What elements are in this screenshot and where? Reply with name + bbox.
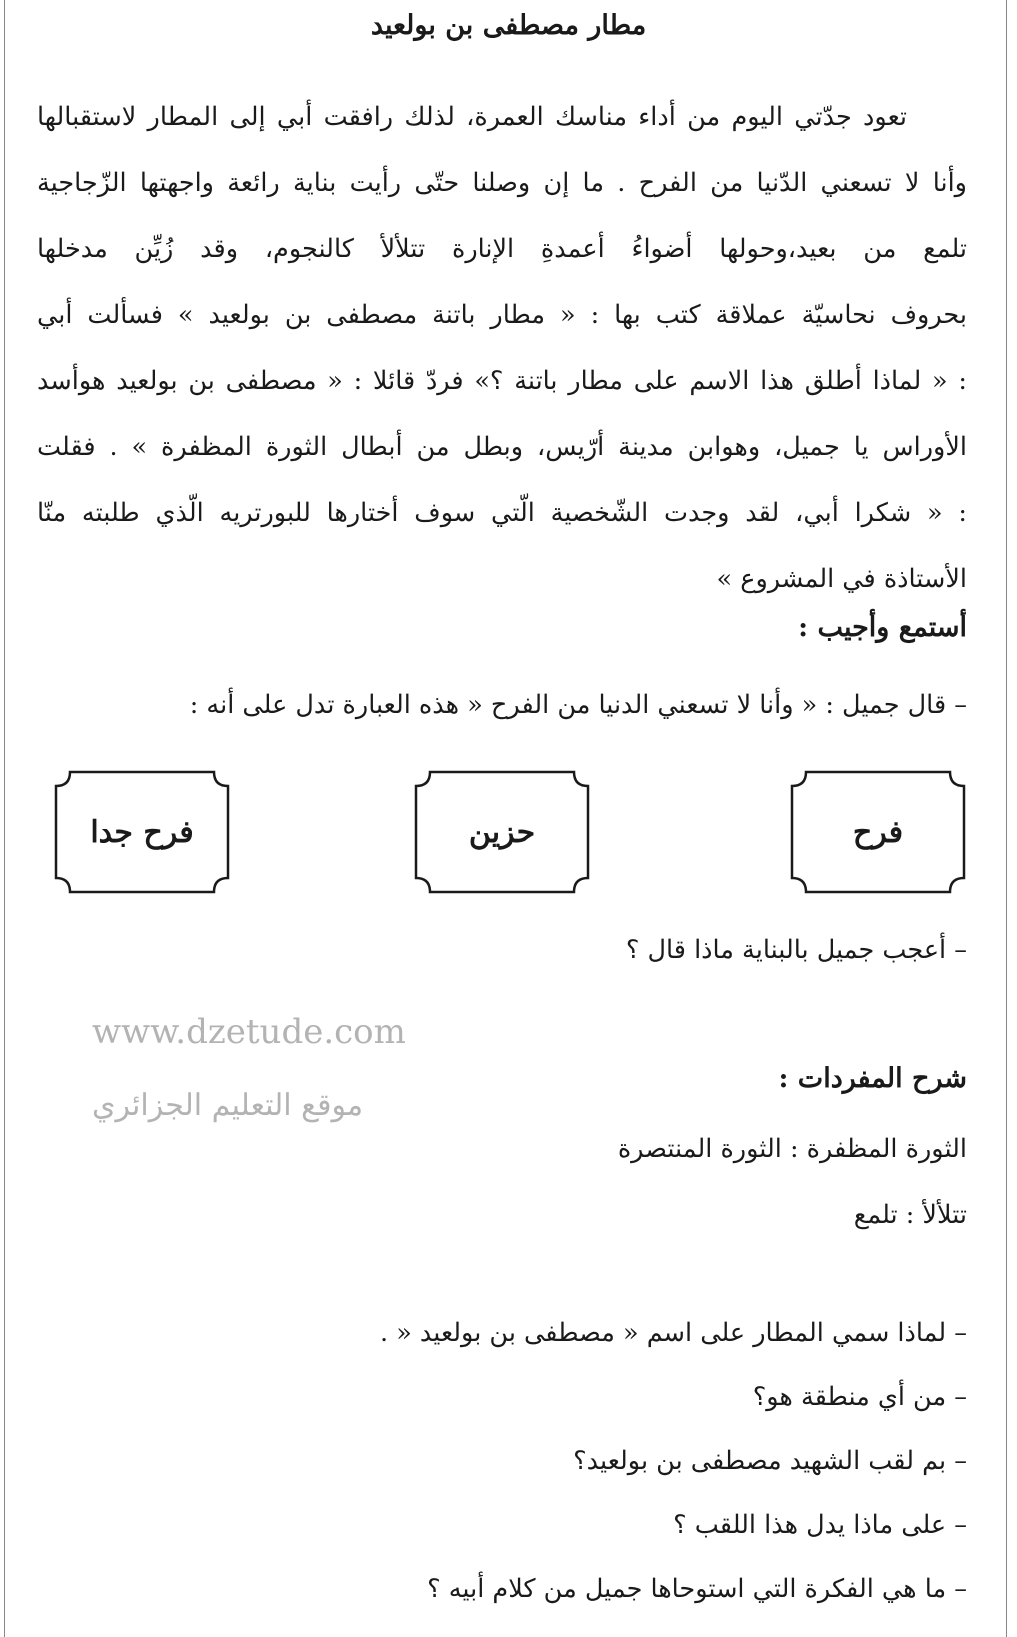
question-item: – على ماذا يدل هذا اللقب ؟ bbox=[673, 1510, 967, 1540]
page-title: مطار مصطفى بن بولعيد bbox=[370, 10, 647, 41]
story-line: تلمع من بعيد،وحولها أضواءُ أعمدةِ الإنارة تتلألأ كالنجوم، وقد زُيِّن مدخلها bbox=[37, 234, 967, 264]
question-item: – بم لقب الشهيد مصطفى بن بولعيد؟ bbox=[573, 1446, 967, 1476]
story-text bbox=[37, 84, 967, 612]
question-feeling: – قال جميل : « وأنا لا تسعني الدنيا من الفرح « هذه العبارة تدل على أنه : bbox=[189, 690, 967, 720]
vocab-item: تتلألأ : تلمع bbox=[853, 1200, 967, 1230]
story-line: : « شكرا أبي، لقد وجدت الشّخصية الّتي سوف أختارها للبورتريه الّذي طلبته منّا bbox=[37, 498, 967, 528]
vocab-heading: شرح المفردات : bbox=[778, 1063, 967, 1094]
story-line: الأستاذة في المشروع » bbox=[716, 564, 967, 594]
watermark-url: www.dzetude.com bbox=[92, 1012, 406, 1052]
question-item: – ما هي الفكرة التي استوحاها جميل من كلام أبيه ؟ bbox=[427, 1574, 967, 1604]
option-label: فرح جدا bbox=[90, 814, 194, 850]
question-item: – لماذا سمي المطار على اسم « مصطفى بن بولعيد « . bbox=[379, 1318, 967, 1348]
vocab-item: الثورة المظفرة : الثورة المنتصرة bbox=[617, 1134, 967, 1164]
story-line: بحروف نحاسيّة عملاقة كتب بها : « مطار باتنة مصطفى بن بولعيد » فسألت أبي bbox=[37, 300, 967, 330]
option-box-happy[interactable] bbox=[788, 768, 968, 896]
question-building: – أعجب جميل بالبناية ماذا قال ؟ bbox=[625, 935, 967, 965]
watermark-site-name: موقع التعليم الجزائري bbox=[92, 1088, 364, 1123]
story-line: تعود جدّتي اليوم من أداء مناسك العمرة، لذلك رافقت أبي إلى المطار لاستقبالها bbox=[37, 102, 907, 132]
option-box-very-happy[interactable] bbox=[52, 768, 232, 896]
story-line: الأوراس يا جميل، وهوابن مدينة أرّيس، وبطل من أبطال الثورة المظفرة » . فقلت bbox=[37, 432, 967, 462]
option-label: حزين bbox=[468, 814, 536, 850]
listen-heading: أستمع وأجيب : bbox=[798, 612, 967, 643]
story-line: وأنا لا تسعني الدّنيا من الفرح . ما إن وصلنا حتّى رأيت بناية رائعة واجهتها الزّجاجية bbox=[37, 168, 967, 198]
story-line: : « لماذا أطلق هذا الاسم على مطار باتنة ؟» فردّ قائلا : « مصطفى بن بولعيد هوأسد bbox=[37, 366, 967, 396]
option-label: فرح bbox=[852, 814, 904, 850]
question-item: – من أي منطقة هو؟ bbox=[752, 1382, 967, 1412]
option-box-sad[interactable] bbox=[412, 768, 592, 896]
